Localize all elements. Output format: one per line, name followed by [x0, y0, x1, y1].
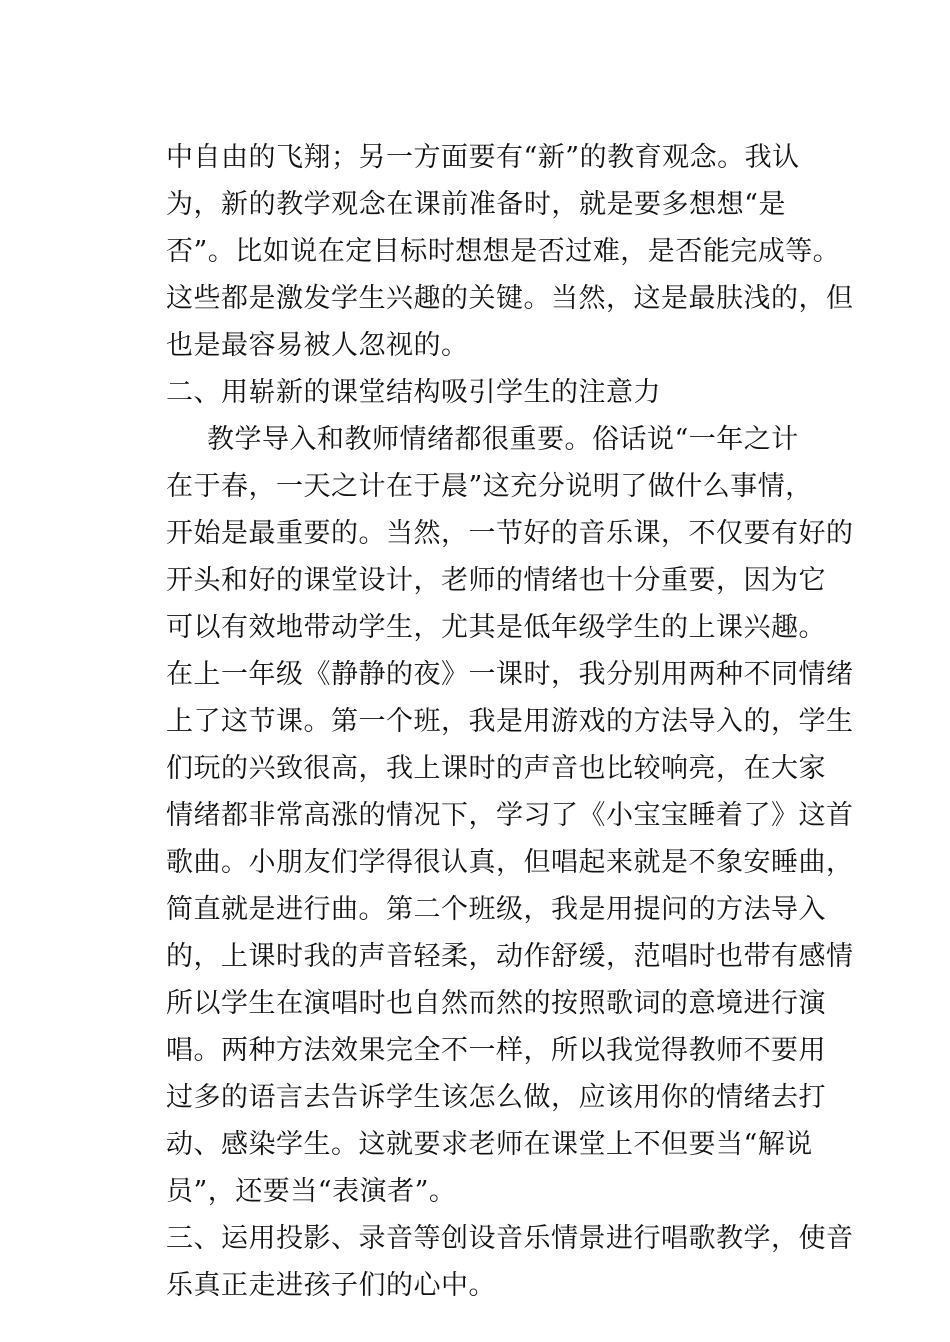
text-line: 所以学生在演唱时也自然而然的按照歌词的意境进行演: [166, 988, 826, 1019]
text-line: 过多的语言去告诉学生该怎么做，应该用你的情绪去打: [166, 1082, 826, 1113]
text-line: 动、感染学生。这就要求老师在课堂上不但要当“解说: [166, 1129, 813, 1160]
document-body: [166, 134, 854, 1309]
text-line: 在于春，一天之计在于晨”这充分说明了做什么事情，: [166, 471, 813, 502]
section-heading-continued: 乐真正走进孩子们的心中。: [166, 1270, 496, 1301]
text-line: 为，新的教学观念在课前准备时，就是要多想想“是: [166, 189, 786, 220]
text-line: 的，上课时我的声音轻柔，动作舒缓，范唱时也带有感情: [166, 941, 854, 972]
text-line: 在上一年级《静静的夜》一课时，我分别用两种不同情绪: [166, 659, 854, 690]
text-line: 简直就是进行曲。第二个班级，我是用提问的方法导入: [166, 894, 826, 925]
text-line: 开始是最重要的。当然，一节好的音乐课，不仅要有好的: [166, 518, 854, 549]
text-line: 中自由的飞翔；另一方面要有“新”的教育观念。我认: [166, 142, 800, 173]
section-heading: 三、运用投影、录音等创设音乐情景进行唱歌教学，使音: [166, 1223, 854, 1254]
text-line: 情绪都非常高涨的情况下，学习了《小宝宝睡着了》这首: [166, 800, 854, 831]
text-line: 开头和好的课堂设计，老师的情绪也十分重要，因为它: [166, 565, 826, 596]
text-line: 可以有效地带动学生，尤其是低年级学生的上课兴趣。: [166, 612, 826, 643]
text-line: 员”，还要当“表演者”。: [166, 1176, 457, 1207]
text-line: 歌曲。小朋友们学得很认真，但唱起来就是不象安睡曲，: [166, 847, 854, 878]
text-line: 上了这节课。第一个班，我是用游戏的方法导入的，学生: [166, 706, 854, 737]
text-line: 也是最容易被人忽视的。: [166, 330, 469, 361]
text-line: 这些都是激发学生兴趣的关键。当然，这是最肤浅的，但: [166, 283, 854, 314]
paragraph-first-line: 教学导入和教师情绪都很重要。俗话说“一年之计: [207, 424, 799, 455]
text-line: 们玩的兴致很高，我上课时的声音也比较响亮，在大家: [166, 753, 826, 784]
text-line: 唱。两种方法效果完全不一样，所以我觉得教师不要用: [166, 1035, 826, 1066]
section-heading: 二、用崭新的课堂结构吸引学生的注意力: [166, 377, 661, 408]
text-line: 否”。比如说在定目标时想想是否过难，是否能完成等。: [166, 236, 841, 267]
